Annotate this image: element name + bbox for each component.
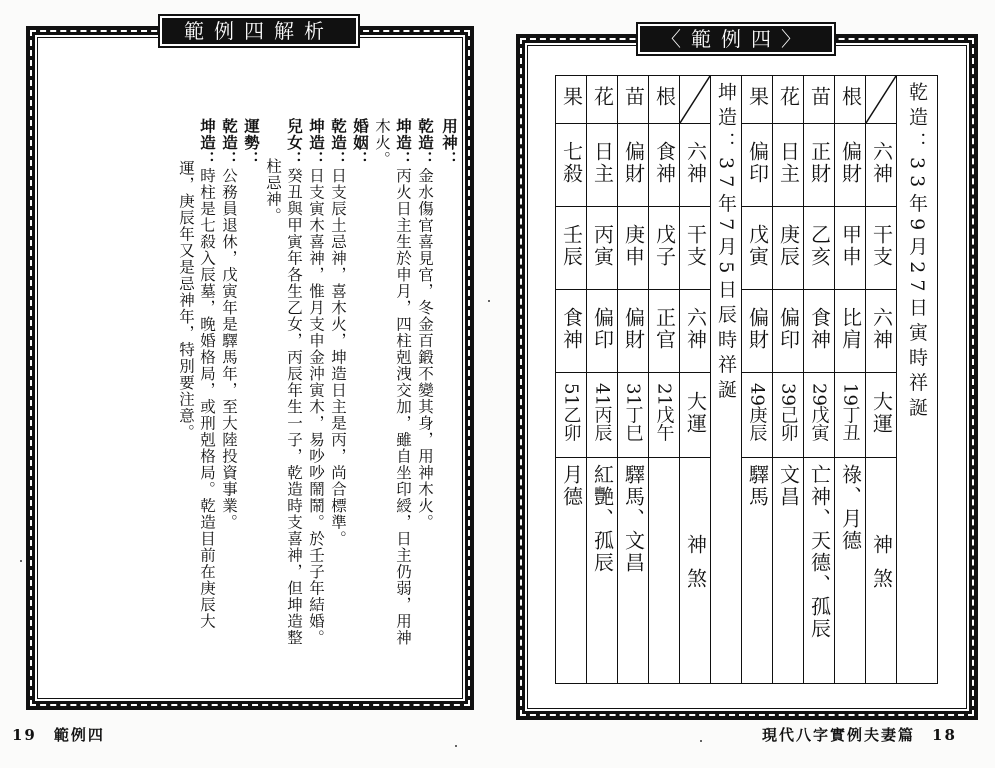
- kun-ganzhi-cell: 壬辰: [556, 207, 587, 290]
- kun-row-label: 六神: [680, 290, 711, 373]
- qian-dayun-cell: 19丁丑: [835, 373, 866, 458]
- kun-liushen2-cell: 偏財: [618, 290, 649, 373]
- left-page-banner: 範例四解析: [158, 14, 360, 48]
- yunshi-kun-cont: 運，庚辰年又是忌神年，特別要注意。: [177, 160, 195, 441]
- qian-liushen2-cell: 偏印: [773, 290, 804, 373]
- hunyin-qian: 乾造：日支辰土忌神，喜木火，坤造日主是丙，尚合標準。: [329, 118, 348, 547]
- kun-row-label: 干支: [680, 207, 711, 290]
- qian-dayun-cell: 49庚辰: [742, 373, 773, 458]
- scan-speck: [488, 300, 490, 302]
- kun-dayun-cell: 21戊午: [649, 373, 680, 458]
- kun-header-miao: 苗: [618, 76, 649, 124]
- qian-liushen2-cell: 比肩: [835, 290, 866, 373]
- qian-shensha-cell: 驛馬: [742, 458, 773, 684]
- kun-liushen-cell: 七殺: [556, 124, 587, 207]
- qian-row-label: 神煞: [866, 458, 897, 684]
- kun-dayun-cell: 41丙辰: [587, 373, 618, 458]
- scan-speck: [700, 740, 702, 742]
- qian-header-miao: 苗: [804, 76, 835, 124]
- kun-header-diagonal: [680, 76, 711, 124]
- qian-dayun-cell: 39己卯: [773, 373, 804, 458]
- hunyin-heading: 婚姻：: [351, 118, 370, 168]
- kun-shensha-cell: 紅艷、孤辰: [587, 458, 618, 684]
- qian-row-label: 大運: [866, 373, 897, 458]
- yongshen-kun-cont: 木火。: [373, 118, 391, 168]
- qian-header-gen: 根: [835, 76, 866, 124]
- qian-liushen-cell: 日主: [773, 124, 804, 207]
- scan-speck: [455, 745, 457, 747]
- qian-shensha-cell: 祿、月德: [835, 458, 866, 684]
- kun-shensha-cell: 月德: [556, 458, 587, 684]
- qian-liushen-cell: 正財: [804, 124, 835, 207]
- right-page-footer: 現代八字實例夫妻篇 18: [762, 726, 957, 744]
- kun-liushen2-cell: 正官: [649, 290, 680, 373]
- kun-shensha-cell: 驛馬、文昌: [618, 458, 649, 684]
- qian-shensha-cell: 亡神、天德、孤辰: [804, 458, 835, 684]
- qian-title-column: 乾造：33年9月27日寅時祥誕: [897, 76, 938, 684]
- qian-row-label: 六神: [866, 124, 897, 207]
- scan-speck: [20, 560, 22, 562]
- kun-liushen2-cell: 偏印: [587, 290, 618, 373]
- yongshen-kun: 坤造：丙火日主生於申月，四柱剋洩交加，雖自坐印綬，日主仍弱，用神: [394, 118, 413, 646]
- kun-row-label: 大運: [680, 373, 711, 458]
- kun-title-column: 坤造：37年7月5日辰時祥誕: [711, 76, 742, 684]
- kun-header-guo: 果: [556, 76, 587, 124]
- qian-ganzhi-cell: 戊寅: [742, 207, 773, 290]
- qian-row-label: 六神: [866, 290, 897, 373]
- kun-liushen-cell: 食神: [649, 124, 680, 207]
- kun-row-label: 六神: [680, 124, 711, 207]
- qian-header-diagonal: [866, 76, 897, 124]
- left-page-footer: 19 範例四: [12, 726, 105, 744]
- kun-liushen2-cell: 食神: [556, 290, 587, 373]
- bazi-chart-table: [555, 75, 938, 684]
- yunshi-kun: 坤造：時柱是七殺入辰墓，晚婚格局，或刑剋格局。乾造目前在庚辰大: [198, 118, 217, 630]
- qian-liushen2-cell: 食神: [804, 290, 835, 373]
- kun-ganzhi-cell: 戊子: [649, 207, 680, 290]
- left-page: [0, 0, 490, 768]
- analysis-text: [175, 118, 460, 658]
- qian-ganzhi-cell: 乙亥: [804, 207, 835, 290]
- qian-dayun-cell: 29戊寅: [804, 373, 835, 458]
- qian-liushen-cell: 偏印: [742, 124, 773, 207]
- kun-header-hua: 花: [587, 76, 618, 124]
- yongshen-qian: 乾造：金水傷官喜見官，冬金百鍛不變其身，用神木火。: [416, 118, 435, 531]
- qian-ganzhi-cell: 甲申: [835, 207, 866, 290]
- hunyin-children: 兒女：癸丑與甲寅年各生乙女，丙辰年生一子，乾造時支喜神，但坤造整: [285, 118, 304, 646]
- kun-liushen-cell: 日主: [587, 124, 618, 207]
- hunyin-kun: 坤造：日支寅木喜神，惟月支申金沖寅木，易吵吵鬧鬧。於壬子年結婚。: [307, 118, 326, 646]
- qian-shensha-cell: 文昌: [773, 458, 804, 684]
- qian-ganzhi-cell: 庚辰: [773, 207, 804, 290]
- kun-header-gen: 根: [649, 76, 680, 124]
- kun-ganzhi-cell: 丙寅: [587, 207, 618, 290]
- qian-header-hua: 花: [773, 76, 804, 124]
- kun-shensha-cell: [649, 458, 680, 684]
- right-page-banner: 〈範例四〉: [636, 22, 836, 56]
- qian-row-label: 干支: [866, 207, 897, 290]
- qian-liushen2-cell: 偏財: [742, 290, 773, 373]
- kun-dayun-cell: 31丁巳: [618, 373, 649, 458]
- kun-dayun-cell: 51乙卯: [556, 373, 587, 458]
- yunshi-qian: 乾造：公務員退休，戊寅年是驛馬年，至大陸投資事業。: [220, 118, 239, 531]
- kun-liushen-cell: 偏財: [618, 124, 649, 207]
- qian-header-guo: 果: [742, 76, 773, 124]
- kun-row-label: 神煞: [680, 458, 711, 684]
- kun-ganzhi-cell: 庚申: [618, 207, 649, 290]
- yunshi-heading: 運勢：: [242, 118, 261, 168]
- qian-liushen-cell: 偏財: [835, 124, 866, 207]
- hunyin-children-cont: 柱忌神。: [264, 158, 282, 224]
- yongshen-heading: 用神：: [440, 118, 459, 168]
